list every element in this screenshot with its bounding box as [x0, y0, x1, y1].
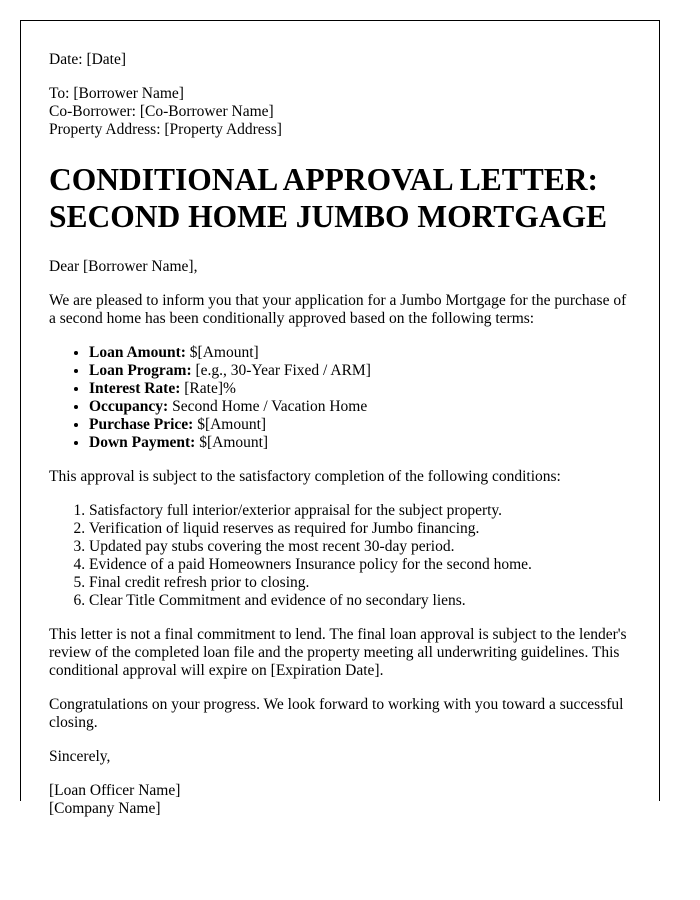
title-line-2: SECOND HOME JUMBO MORTGAGE: [49, 199, 608, 234]
condition-item: 1. Satisfactory full interior/exterior appraisal for the subject property.: [89, 502, 631, 520]
term-value: $[Amount]: [193, 416, 267, 433]
term-label: Loan Program:: [89, 362, 192, 379]
term-label: Loan Amount:: [89, 344, 186, 361]
condition-item: 5. Final credit refresh prior to closing.: [89, 574, 631, 592]
term-loan-amount: [89, 344, 631, 362]
date-line: Date: [Date]: [49, 51, 127, 68]
salutation: Dear [Borrower Name],: [49, 258, 198, 275]
conditions-list: [49, 502, 631, 610]
recipient-line: To: [Borrower Name]: [49, 85, 184, 102]
condition-item: 3. Updated pay stubs covering the most recent 30-day period.: [89, 538, 631, 556]
term-label: Purchase Price:: [89, 416, 194, 433]
disclaimer-paragraph: This letter is not a final commitment to lend. The final loan approval is subject to the lender's review of the completed loan file and the property meeting all underwriting guidelines. This conditional approval will expire on [Expiration Date].: [49, 626, 627, 679]
conditions-intro: This approval is subject to the satisfactory completion of the following conditions:: [49, 468, 561, 485]
loan-terms-list: [49, 344, 631, 452]
title-line-1: CONDITIONAL APPROVAL LETTER:: [49, 162, 599, 197]
address-block: [49, 85, 631, 139]
intro-paragraph: We are pleased to inform you that your application for a Jumbo Mortgage for the purchase of a second home has been conditionally approved based on the following terms:: [49, 292, 627, 327]
term-value: [e.g., 30-Year Fixed / ARM]: [191, 362, 371, 379]
term-interest-rate: [89, 380, 631, 398]
term-value: [Rate]%: [180, 380, 236, 397]
property-address-line: Property Address: [Property Address]: [49, 121, 282, 138]
term-purchase-price: [89, 416, 631, 434]
term-label: Occupancy:: [89, 398, 169, 415]
term-value: Second Home / Vacation Home: [168, 398, 368, 415]
loan-officer-name: [Loan Officer Name]: [49, 782, 181, 799]
sign-off: Sincerely,: [49, 748, 111, 765]
company-name: [Company Name]: [49, 800, 161, 817]
term-label: Interest Rate:: [89, 380, 181, 397]
letter-title: [49, 161, 631, 235]
term-down-payment: [89, 434, 631, 452]
condition-item: 4. Evidence of a paid Homeowners Insurance policy for the second home.: [89, 556, 631, 574]
term-label: Down Payment:: [89, 434, 196, 451]
term-occupancy: [89, 398, 631, 416]
condition-item: 6. Clear Title Commitment and evidence of no secondary liens.: [89, 592, 631, 610]
co-borrower-line: Co-Borrower: [Co-Borrower Name]: [49, 103, 274, 120]
condition-item: 2. Verification of liquid reserves as required for Jumbo financing.: [89, 520, 631, 538]
letter-page: [20, 20, 660, 817]
term-value: $[Amount]: [195, 434, 269, 451]
signature-block: [49, 782, 631, 818]
closing-paragraph: Congratulations on your progress. We look forward to working with you toward a successful closing.: [49, 696, 624, 731]
term-loan-program: [89, 362, 631, 380]
term-value: $[Amount]: [185, 344, 259, 361]
